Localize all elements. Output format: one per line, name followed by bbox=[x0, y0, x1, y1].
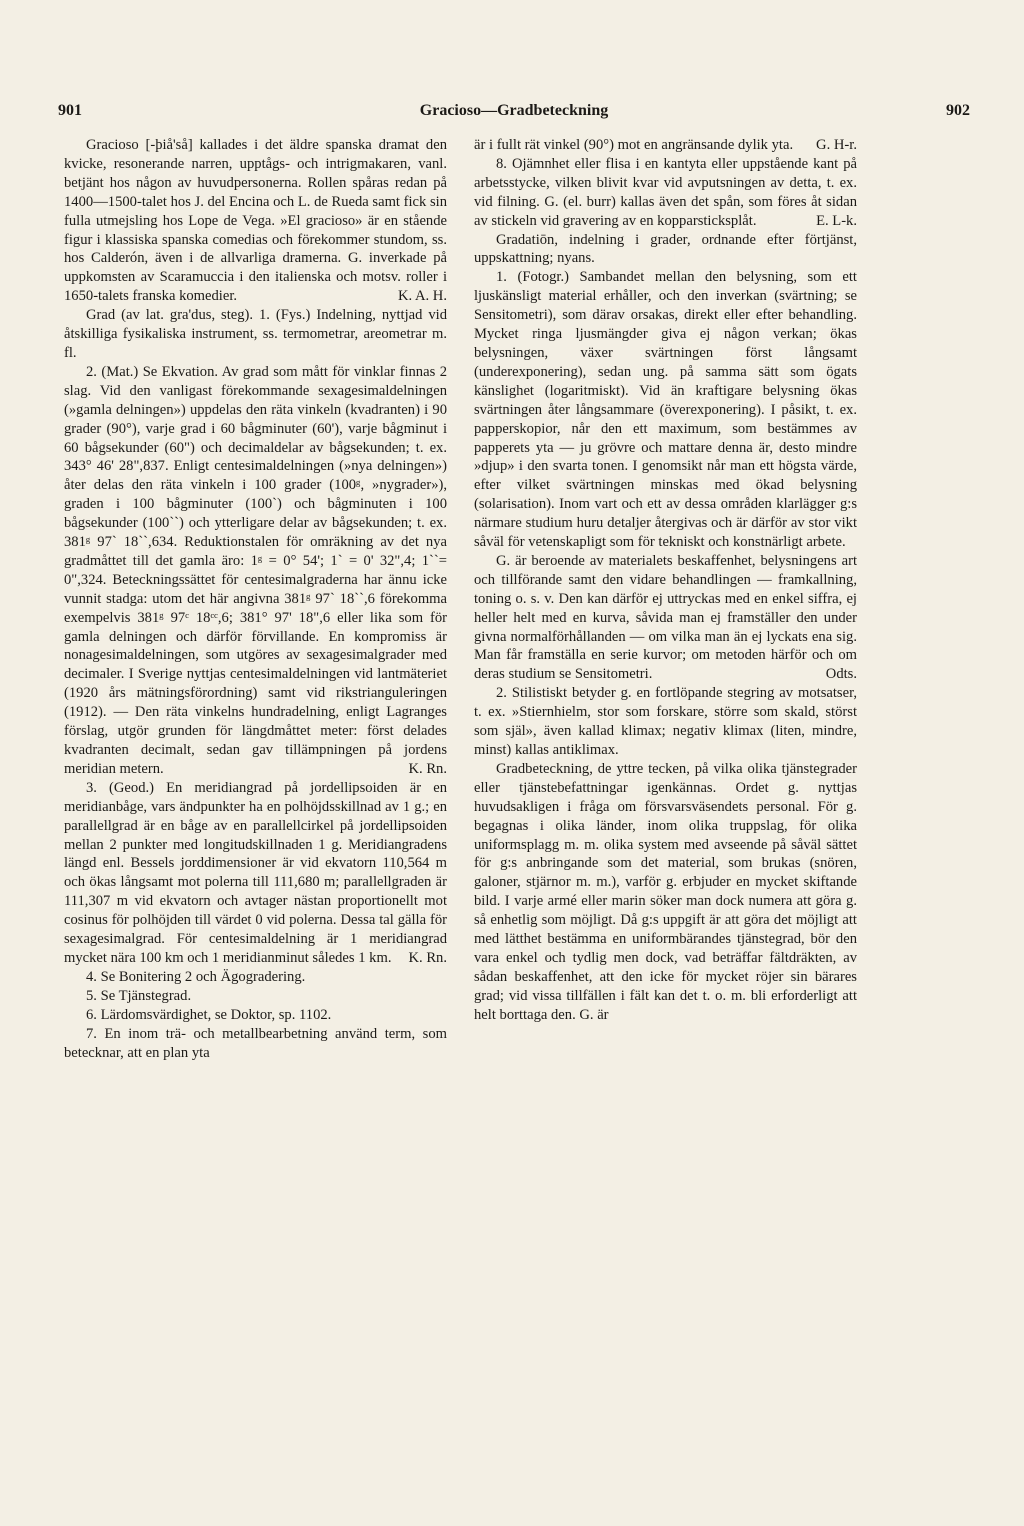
author-signature: K. A. H. bbox=[397, 288, 447, 305]
entry-gradation-fotogr: 1. (Fotogr.) Sambandet mellan den belysning, som ett ljuskänsligt material erhåller, och den inverkan (svärtning; se Sensitometri), som därav orsakas, direkt eller efter behandling. Mycket ringa ljusmängder giva ej någon verkan; ökas belysningen, växer svärtningen först långsamt (underexponering), sedan ung. på samma sätt som ögats känslighet (logaritmiskt). Vid än kraftigare belysning ökas svärtningen åter långsammare (överexponering). I påsikt, t. ex. papperskopior, når den ett maximum, som bestämmes av papperets yta — ju grövre och mattare denna är, desto mindre »djup» i den svarta tonen. I genomsikt når man ett högsta värde, efter vilket svärtningen minskas med ökad belysning (solarisation). Inom vart och ett av dessa områden klarlägger g:s närmare studium huru detaljer återgivas och är därför av stor vikt såväl för vetenskapligt som för tekniskt och konstnärligt arbete. bbox=[474, 269, 857, 551]
entry-gradation-stilistiskt: 2. Stilistiskt betyder g. en fortlöpande stegring av motsatser, t. ex. »Stiernhielm, stor som forskare, större som skald, störst som själ», även kallad klimax; negativ klimax (liten, mindre, minst) kallas antiklimax. bbox=[474, 685, 857, 758]
page-title: Gracioso—Gradbeteckning bbox=[419, 102, 609, 119]
entry-grad: Grad (av lat. gra'dus, steg). 1. (Fys.) Indelning, nyttjad vid åtskilliga fysikaliska instrument, ss. termometrar, areometrar m. fl. bbox=[64, 307, 447, 361]
entry-grad-mat: 2. (Mat.) Se Ekvation. Av grad som mått för vinklar finnas 2 slag. Vid den vanligast förekommande sexagesimaldelningen (»gamla delningen») uppdelas den räta vinkeln (kvadranten) i 90 grader (90°), varje grad i 60 bågminuter (60'), varje bågminut i 60 bågsekunder (60") och decimaldelar av bågsekunden; t. ex. 343° 46' 28",837. Enligt centesimaldelningen (»nya delningen») åter delas den räta vinkeln i 100 grader (100ᵍ, »nygrader»), graden i 100 bågminuter (100`) och bågminuten i 100 bågsekunder (100``) och ytterligare delar av bågsekunden; t. ex. 381ᵍ 97` 18``,634. Reduktionstalen för omräkning av det nya gradmåttet till det gamla äro: 1ᵍ = 0° 54'; 1` = 0' 32",4; 1``= 0",324. Beteckningssättet för centesimalgraderna har ännu icke vunnit stadga: utom det här angivna 381ᵍ 97` 18``,6 förekomma exempelvis 381ᵍ 97ᶜ 18ᶜᶜ,6; 381° 97' 18",6 eller lika som för gamla delningen och därför förvillande. En kompromiss är nonagesimaldelningen, som utgöres av sexagesimalgrader med decimaler. I Sverige nyttjas centesimaldelningen vid lantmäteriet (1920 års mätningsförordning) samt vid rikstrianguleringen (1912). — Den räta vinkelns hundradelning, enligt Lagranges förslag, utgör grunden för längdmåttet meter: först delades kvadranten decimalt, sedan gav tillämpningen på jordens meridian metern. K. Rn. bbox=[64, 363, 447, 777]
entry-gradation: Gradatiōn, indelning i grader, ordnande efter förtjänst, uppskattning; nyans. bbox=[474, 231, 857, 267]
page-number-right: 902 bbox=[946, 102, 970, 119]
entry-grad-7-cont: är i fullt rät vinkel (90°) mot en angränsande dylik yta. G. H-r. bbox=[474, 137, 857, 153]
page-header bbox=[58, 102, 970, 124]
entry-gradbeteckning: Gradbeteckning, de yttre tecken, på vilka olika tjänstegrader eller tjänstebefattningar igenkännas. Ordet g. nyttjas huvudsakligen i fråga om försvarsväsendets personal. För g. begagnas i olika länder, inom olika truppslag, för olika uniformsplagg m. m. olika system med avseende på såväl sättet för g:s anbringande som det material, som brukas (snören, galoner, stjärnor m. m.), varför g. erbjuder en mycket skiftande bild. I varje armé eller marin söker man dock numera att göra g. så enhetlig som möjligt. Då g:s uppgift är att göra det möjligt att med lätthet bestämma en uniformbärandes tjänstegrad, bör den vara enkel och tydlig men dock, vad beträffar fältdräkten, av sådan beskaffenhet, att den icke för mycket röjer sin bärares grad; vid vissa tillfällen i fält kan det t. o. m. bli erforderligt att helt borttaga den. G. är bbox=[474, 760, 857, 1023]
left-column bbox=[64, 136, 447, 1376]
entry-grad-4: 4. Se Bonitering 2 och Ägogradering. bbox=[86, 968, 306, 985]
entry-grad-7: 7. En inom trä- och metallbearbetning använd term, som betecknar, att en plan yta bbox=[64, 1025, 447, 1061]
author-signature: G. H-r. bbox=[816, 137, 857, 153]
entry-grad-6: 6. Lärdomsvärdighet, se Doktor, sp. 1102. bbox=[86, 1006, 332, 1023]
entry-gradation-beroende: G. är beroende av materialets beskaffenhet, belysningens art och tillförande samt den vidare behandlingen — framkallning, toning o. s. v. Den kan därför ej uttryckas med en enkel siffra, ej heller helt med en kurva, såvida man ej framställer den under givna normalförhållanden — om vilka man än ej lyckats ena sig. Man får framställa en serie kurvor; om metoden härför och om deras studium se Sensitometri. Odts. bbox=[474, 552, 857, 683]
author-signature: K. Rn. bbox=[408, 760, 447, 777]
entry-grad-5: 5. Se Tjänstegrad. bbox=[86, 987, 192, 1004]
author-signature: K. Rn. bbox=[408, 949, 447, 966]
author-signature: E. L-k. bbox=[816, 212, 857, 229]
right-column bbox=[474, 136, 857, 1376]
entry-grad-8: 8. Ojämnhet eller flisa i en kantyta eller uppstående kant på arbetsstycke, vilken blivit kvar vid avputsningen av detta, t. ex. vid filning. G. (el. burr) kallas även det spån, som föres åt sidan av stickeln vid gravering av en kopparsticksplåt. E. L-k. bbox=[474, 155, 857, 229]
entry-grad-geod: 3. (Geod.) En meridiangrad på jordellipsoiden är en meridianbåge, vars ändpunkter ha en polhöjdsskillnad av 1 g.; en parallellgrad är en båge av en parallellcirkel på jordellipsoiden mellan 2 punkter med longitudskillnaden 1 g. Meridiangradens längd enl. Bessels jorddimensioner är vid ekvatorn 110,564 m och ökas långsamt mot polerna till 111,680 m; parallellgraden är 111,307 m vid ekvatorn och avtager nästan proportionellt mot cosinus för polhöjden till värdet 0 vid polerna. Dessa tal gälla för sexagesimalgrad. För centesimaldelning är 1 meridiangrad mycket nära 100 km och 1 meridianminut således 1 km. K. Rn. bbox=[64, 779, 447, 966]
author-signature: Odts. bbox=[825, 666, 857, 683]
entry-gracioso: Gracioso [-þiå'så] kallades i det äldre spanska dramat den kvicke, resonerande narren, upptågs- och intrigmakaren, vanl. betjänt hos någon av huvudpersonerna. Rollen spåras redan på 1400—1500-talet hos J. del Encina och L. de Rueda samt fick sin fulla utmejsling hos Lope de Vega. »El gracioso» är en stående figur i klassiska spanska comedias och förekommer stundom, ss. hos Calderón, även i de allvarliga dramerna. G. inverkade på uppkomsten av Scaramuccia i den italienska och motsv. roller i 1650-talets franska komedier. K. A. H. bbox=[64, 137, 447, 305]
page-number-left: 901 bbox=[58, 102, 82, 119]
